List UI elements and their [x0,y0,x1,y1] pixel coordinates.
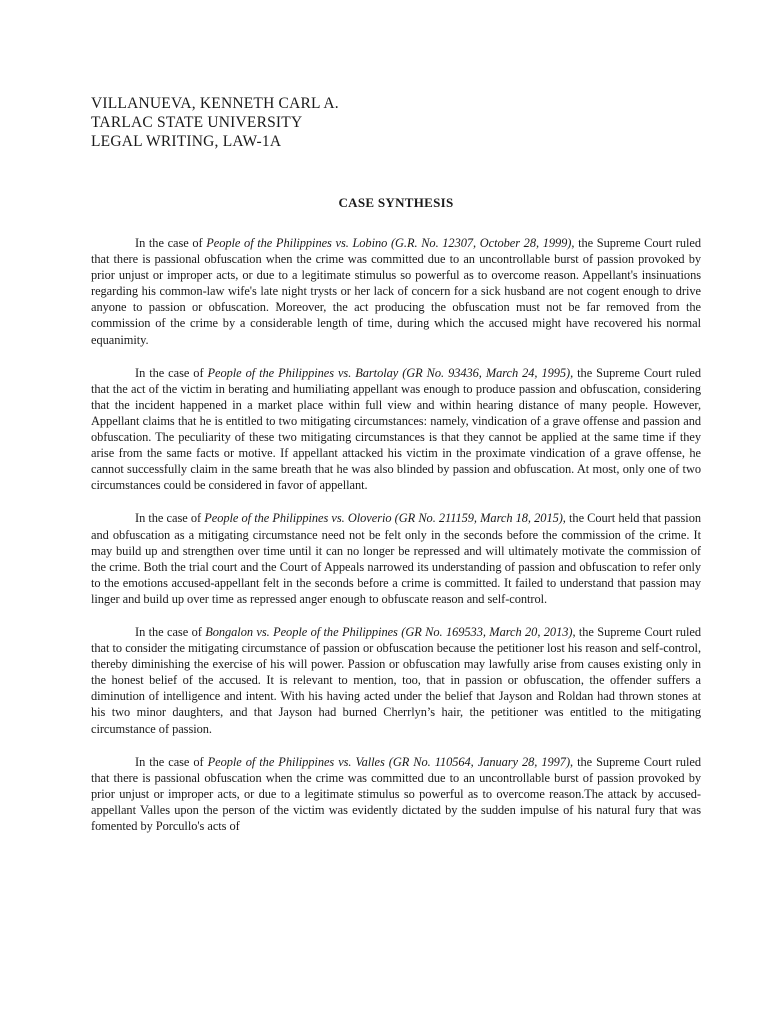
case-citation: People of the Philippines vs. Lobino (G.R. No. 12307, October 28, 1999) [206,236,572,250]
paragraph-lead: In the case of [135,511,205,526]
paragraph-body: , the Supreme Court ruled that there is passional obfuscation when the crime was committed due to an uncontrollable burst of passion provoked by prior unjust or improper acts, or due to a legitimate stimulus so powerful as to overcome reason.The attack by accused-appellant Valles upon the person of the victim was evidently dictated by the sudden impulse of his natural fury that was fomented by Porcullo's acts of [91,754,702,833]
paragraph-lead: In the case of [135,624,206,639]
school-name: TARLAC STATE UNIVERSITY [91,114,303,131]
paragraph-lobino [91,235,701,348]
case-citation: Bongalon vs. People of the Philippines (GR No. 169533, March 20, 2013) [205,624,573,639]
paragraph-lead: In the case of [135,236,207,250]
paragraph-bartolay [91,365,701,494]
paragraph-lead: In the case of [135,365,208,380]
paragraph-body: the Court held that passion and obfuscation as a mitigating circumstance need not be felt only in the seconds before the commission of the crime. It may build up and strengthen over time until it can no longer be repressed and will ultimately motivate the commission of the crime. Both the trial court and the Court of Appeals narrowed its understanding of passion and obfuscation to refer only to the emotions accused-appellant felt in the seconds before a crime is committed. It failed to understand that passion may linger and build up over time as repressed anger enough to obfuscate reason and self-control. [91,511,701,606]
document-title: CASE SYNTHESIS [338,195,454,210]
paragraph-bongalon [91,624,701,737]
case-citation: People of the Philippines vs. Bartolay (GR No. 93436, March 24, 1995), [207,365,574,380]
paragraph-body: , the Supreme Court ruled that there is passional obfuscation when the crime was committed due to an uncontrollable burst of passion provoked by prior unjust or improper acts, or due to a legitimate stimulus so powerful as to overcome reason. Appellant's insinuations regarding his common-law wife's late night trysts or her lack of concern for a sick husband are not cogent enough to drive anyone to passion or obfuscation. Moreover, the act producing the obfuscation must not be far removed from the commission of the crime by a considerable length of time, during which the accused might have recovered his normal equanimity. [91,236,701,347]
author-name: VILLANUEVA, KENNETH CARL A. [91,95,339,112]
paragraph-oloverio [91,510,701,607]
case-citation: People of the Philippines vs. Oloverio (GR No. 211159, March 18, 2015), [204,511,566,526]
case-citation: People of the Philippines vs. Valles (GR No. 110564, January 28, 1997) [207,754,571,769]
paragraph-lead: In the case of [135,754,208,769]
paragraph-valles [91,754,701,834]
paragraph-body: , the Supreme Court ruled that to consider the mitigating circumstance of passion or obfuscation because the petitioner lost his reason and self-control, thereby diminishing the exercise of his will power. Passion or obfuscation may lawfully arise from causes existing only in the honest belief of the accused. It is relevant to mention, too, that in passion or obfuscation, the offender suffers a diminution of intelligence and intent. With his having acted under the belief that Jayson and Roldan had thrown stones at his two minor daughters, and that Jayson had burned Cherrlyn’s hair, the petitioner was entitled to the mitigating circumstance of passion. [91,624,701,736]
paragraph-body: the Supreme Court ruled that the act of the victim in berating and humiliating appellant was enough to produce passion and obfuscation, considering that the incident happened in a market place within full view and within hearing distance of many people. However, Appellant claims that he is entitled to two mitigating circumstances: namely, vindication of a grave offense and passion and obfuscation. The peculiarity of these two mitigating circumstances is that they cannot be applied at the same time if they arise from the same facts or motive. If appellant attacked his victim in the proximate vindication of a grave offense, he cannot successfully claim in the same breath that he was also blinded by passion and obfuscation. At most, only one of two circumstances could be considered in favor of appellant. [91,365,701,493]
course-name: LEGAL WRITING, LAW-1A [91,133,282,150]
